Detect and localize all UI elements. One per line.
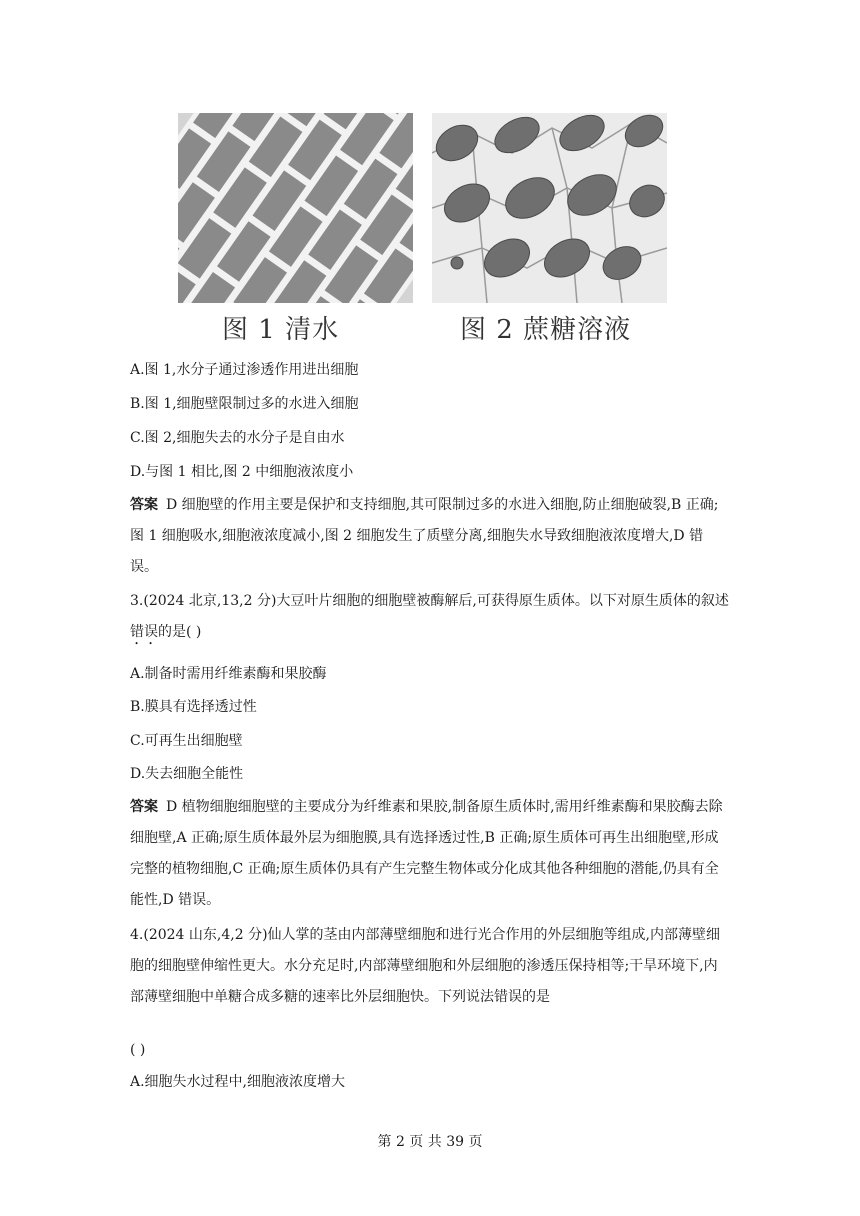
- q3-answer-text: D 植物细胞细胞壁的主要成分为纤维素和果胶,制备原生质体时,需用纤维素酶和果胶酶去除细胞壁,A 正确;原生质体最外层为细胞膜,具有选择透过性,B 正确;原生质体可再生出细胞壁,形成完整的植物细胞,C 正确;原生质体仍具有产生完整生物体或分化成其他各种细胞的潜能,仍具有全能性,D 错误。: [130, 799, 723, 908]
- q3-stem-bracket: 的是( ): [158, 624, 202, 640]
- q2-option-b: B.图 1,细胞壁限制过多的水进入细胞: [130, 396, 359, 412]
- q2-answer-label: 答案: [130, 497, 158, 513]
- q3-option-c: C.可再生出细胞壁: [130, 733, 243, 749]
- q2-option-c: C.图 2,细胞失去的水分子是自由水: [130, 430, 345, 446]
- q4-stem: 4.(2024 山东,4,2 分)仙人掌的茎由内部薄壁细胞和进行光合作用的外层细胞等组成,内部薄壁细胞的细胞壁伸缩性更大。水分充足时,内部薄壁细胞和外层细胞的渗透压保持相等;干旱环境下,内部薄壁细胞中单糖合成多糖的速率比外层细胞快。下列说法错误的是: [130, 927, 720, 1005]
- q3-option-b: B.膜具有选择透过性: [130, 699, 257, 715]
- q2-option-a: A.图 1,水分子通过渗透作用进出细胞: [130, 362, 359, 378]
- q2-answer-text: D 细胞壁的作用主要是保护和支持细胞,其可限制过多的水进入细胞,防止细胞破裂,B 正确;图 1 细胞吸水,细胞液浓度减小,图 2 细胞发生了质壁分离,细胞失水导致细胞液浓度增大,D 错误。: [130, 497, 719, 575]
- q3-stem: [130, 586, 730, 648]
- figure-1-image: [178, 113, 413, 303]
- figure-2-image: [432, 113, 667, 303]
- q3-option-a: A.制备时需用纤维素酶和果胶酶: [130, 666, 327, 682]
- q3-stem-text: 3.(2024 北京,13,2 分)大豆叶片细胞的细胞壁被酶解后,可获得原生质体。以下对原生质体的叙述: [130, 593, 729, 609]
- page-footer: 第 2 页 共 39 页: [377, 1134, 483, 1150]
- q3-answer-label: 答案: [130, 799, 158, 815]
- q3-stem-emphasis: 错误: [130, 624, 158, 640]
- figure-1-caption: 图 1 清水: [222, 315, 340, 345]
- q3-option-d: D.失去细胞全能性: [130, 766, 244, 782]
- q4-bracket: ( ): [130, 1042, 146, 1058]
- q4-option-a: A.细胞失水过程中,细胞液浓度增大: [130, 1074, 346, 1090]
- q2-answer: [130, 490, 730, 583]
- figure-2-caption: 图 2 蔗糖溶液: [460, 315, 632, 345]
- micrograph-figure: [170, 113, 675, 345]
- q2-option-d: D.与图 1 相比,图 2 中细胞液浓度小: [130, 464, 354, 480]
- q3-answer: [130, 792, 730, 916]
